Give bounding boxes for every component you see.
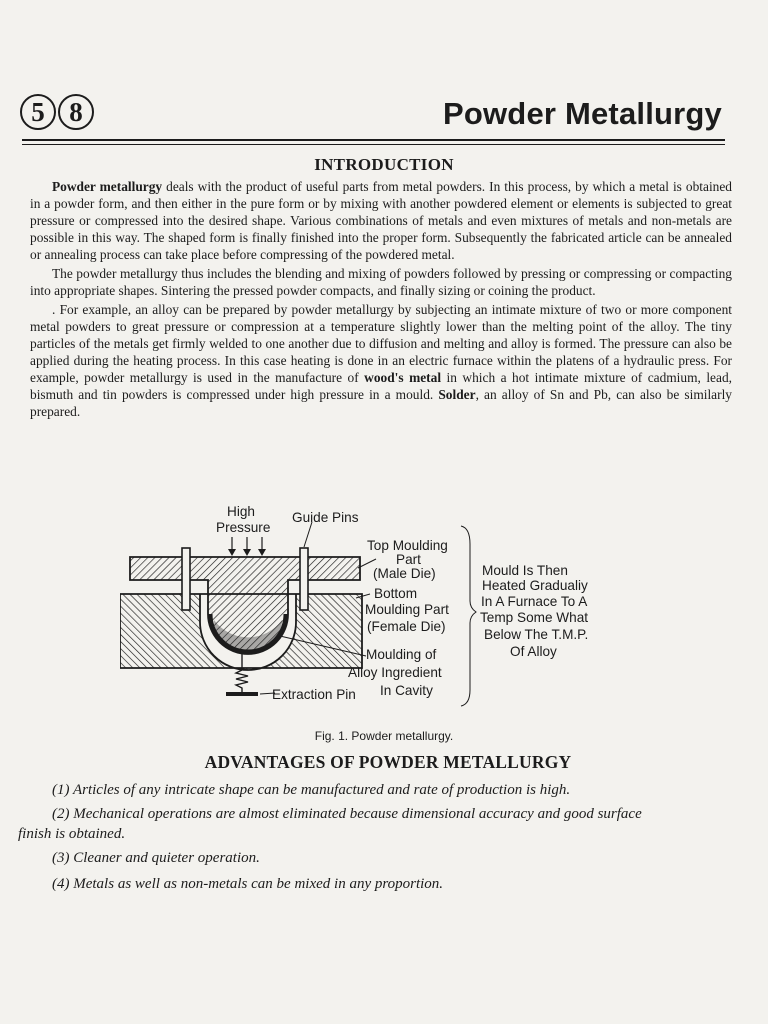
- header-rule-thick: [22, 139, 725, 141]
- extraction-pin: [226, 652, 258, 696]
- paragraph-3: [30, 301, 732, 420]
- chapter-digit-1: 5: [20, 94, 56, 130]
- term-solder: Solder: [438, 387, 476, 402]
- label-female-die: (Female Die): [367, 619, 446, 634]
- label-in-cavity: In Cavity: [380, 683, 433, 698]
- note-line-3: In A Furnace To A: [481, 594, 588, 609]
- advantage-item-1: (1) Articles of any intricate shape can be manufactured and rate of production is high.: [52, 782, 571, 798]
- introduction-heading: INTRODUCTION: [314, 155, 454, 174]
- paragraph-1-text: deals with the product of useful parts from metal powders. In this process, by which a metal is obtained in a powder form, and then either in the pure form or by mixing with another powdered element or elements is subjected to great pressure or compressed into the desired shape. Various combinations of metals and even mixtures of metals and non-metals are possible in this way. The shaped form is finally finished into the proper form. Subsequently the fabricated article can be annealed or annealing process can take place before compressing of the powdered metal.: [30, 179, 733, 262]
- note-line-1: Mould Is Then: [482, 563, 568, 578]
- term-powder-metallurgy: Powder metallurgy: [52, 179, 163, 194]
- note-line-5: Below The T.M.P.: [484, 627, 589, 642]
- label-moulding-part: Moulding Part: [365, 602, 449, 617]
- introduction-body: [30, 178, 732, 422]
- guide-pin-left: [182, 548, 190, 610]
- advantage-item-3: (3) Cleaner and quieter operation.: [52, 850, 260, 866]
- chapter-number: [20, 94, 94, 130]
- label-male-die: (Male Die): [373, 566, 436, 581]
- chapter-title: Powder Metallurgy: [442, 96, 722, 131]
- label-alloy-ingredient: Alloy Ingredient: [348, 665, 442, 680]
- label-high: High: [227, 504, 255, 519]
- paragraph-1: [30, 178, 732, 263]
- advantage-item-4: (4) Metals as well as non-metals can be mixed in any proportion.: [52, 876, 444, 892]
- header-rule-thin: [22, 144, 725, 145]
- term-woods-metal: wood's metal: [364, 370, 442, 385]
- label-pressure: Pressure: [216, 520, 271, 535]
- paragraph-3-text-a: . For example, an alloy can be prepared by powder metallurgy by subjecting an intimate mixture of two or more component metal powders to great pressure or compression at a temperature slightly lower than the melting point of the alloy. The tiny particles of the metals get firmly welded to one another due to diffusion and melting and alloy is formed. The pressure can also be applied during the heating process. In this case heating is done in an electric furnace within the platens of a hydraulic press. For example, powder metallurgy is used in the manufacture of: [30, 302, 732, 385]
- note-line-4: Temp Some What: [480, 610, 589, 625]
- guide-pin-right: [300, 548, 308, 610]
- label-part: Part: [396, 552, 421, 567]
- label-guide-pins: Guide Pins: [292, 510, 359, 525]
- label-extraction-pin: Extraction Pin: [272, 687, 356, 702]
- label-top-moulding: Top Moulding: [367, 538, 448, 553]
- pressure-arrows: [228, 537, 266, 556]
- advantage-item-2-continued: finish is obtained.: [18, 826, 126, 842]
- paragraph-3-text-b: in which a hot intimate mixture of cadmium, lead, bismuth and tin powders is compressed under high pressure in a mould.: [30, 370, 732, 402]
- paragraph-2: The powder metallurgy thus includes the blending and mixing of powders followed by pressing or compressing or compacting into appropriate shapes. Sintering the pressed powder compacts, and finally sizing or coining the product.: [30, 266, 732, 298]
- label-moulding-of: Moulding of: [366, 647, 437, 662]
- advantage-item-2: (2) Mechanical operations are almost eliminated because dimensional accuracy and good surface: [52, 806, 642, 822]
- chapter-header: [20, 92, 725, 136]
- paragraph-3-text-c: , an alloy of Sn and Pb, can also be similarly prepared.: [30, 387, 732, 419]
- note-line-6: Of Alloy: [510, 644, 557, 659]
- chapter-digit-2: 8: [58, 94, 94, 130]
- advantages-heading: ADVANTAGES OF POWDER METALLURGY: [204, 752, 572, 772]
- label-bottom: Bottom: [374, 586, 418, 601]
- figure-caption: Fig. 1. Powder metallurgy.: [314, 729, 454, 743]
- note-line-2: Heated Gradualiy: [482, 578, 588, 593]
- mould-diagram: [120, 500, 640, 710]
